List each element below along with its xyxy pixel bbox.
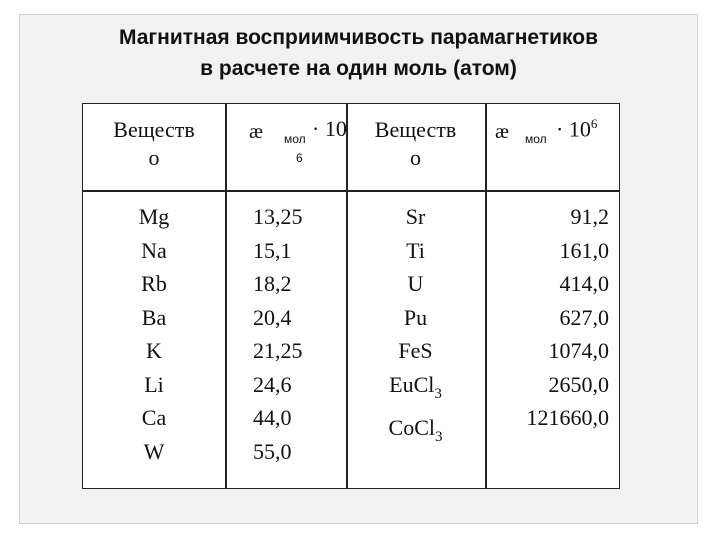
mol-subscript: мол xyxy=(525,132,547,146)
right-value-column xyxy=(485,200,609,435)
slide xyxy=(19,14,698,524)
factor-right: · $10^6$ xyxy=(556,116,598,142)
value-cell: 414,0 xyxy=(559,271,609,296)
value-cell: 627,0 xyxy=(559,304,609,330)
value-cell: 1074,0 xyxy=(548,338,609,363)
substance-cell: Mg xyxy=(138,204,170,229)
title-line-1: Магнитная восприимчивость парамагнетиков xyxy=(118,26,599,49)
value-cell: 13,25 xyxy=(253,204,303,229)
left-value-column xyxy=(253,200,303,468)
value-cell: 15,1 xyxy=(253,237,292,263)
substance-cell: FeS xyxy=(398,338,433,363)
title-line-2: в расчете на один моль (атом) xyxy=(200,57,517,80)
header-substance-right: Веществ о xyxy=(374,117,457,170)
right-substance-column xyxy=(346,200,485,455)
chi-symbol: æ xyxy=(495,119,510,143)
substance-cell: Ti xyxy=(406,237,425,263)
substance-cell: Ca xyxy=(141,405,167,430)
substance-cell: Rb xyxy=(141,271,167,296)
factor-left-wrap: 6 xyxy=(296,151,303,165)
substance-cell: Li xyxy=(144,371,164,397)
value-cell: 121660,0 xyxy=(526,405,609,430)
header-substance-left: Веществ о xyxy=(113,117,195,170)
substance-cell: Sr xyxy=(405,204,426,229)
value-cell: 55,0 xyxy=(253,438,292,464)
substance-cell: Na xyxy=(141,237,167,263)
substance-cell: Ba xyxy=(141,304,167,330)
left-substance-column xyxy=(83,200,225,468)
substance-cell: Pu xyxy=(403,304,428,330)
slide-title xyxy=(20,22,697,84)
susceptibility-table xyxy=(82,103,620,489)
value-cell: 91,2 xyxy=(570,204,609,229)
chi-symbol: æ xyxy=(249,119,264,143)
value-cell: 24,6 xyxy=(253,371,292,397)
value-cell: 44,0 xyxy=(253,405,292,430)
substance-cell: W xyxy=(143,438,165,464)
column-divider xyxy=(225,104,227,488)
value-cell: 21,25 xyxy=(253,338,303,363)
value-cell: 2650,0 xyxy=(548,371,609,397)
substance-cell: K xyxy=(146,338,162,363)
substance-cell: CoCl$_3$ xyxy=(388,415,443,445)
factor-left: · 10 xyxy=(312,116,347,141)
value-cell: 20,4 xyxy=(253,304,292,330)
mol-subscript: мол xyxy=(284,132,306,146)
value-cell: 161,0 xyxy=(559,237,609,263)
substance-cell: EuCl$_3$ xyxy=(389,371,442,402)
substance-cell: U xyxy=(407,271,424,296)
header-divider xyxy=(83,190,619,192)
value-cell: 18,2 xyxy=(253,271,292,296)
